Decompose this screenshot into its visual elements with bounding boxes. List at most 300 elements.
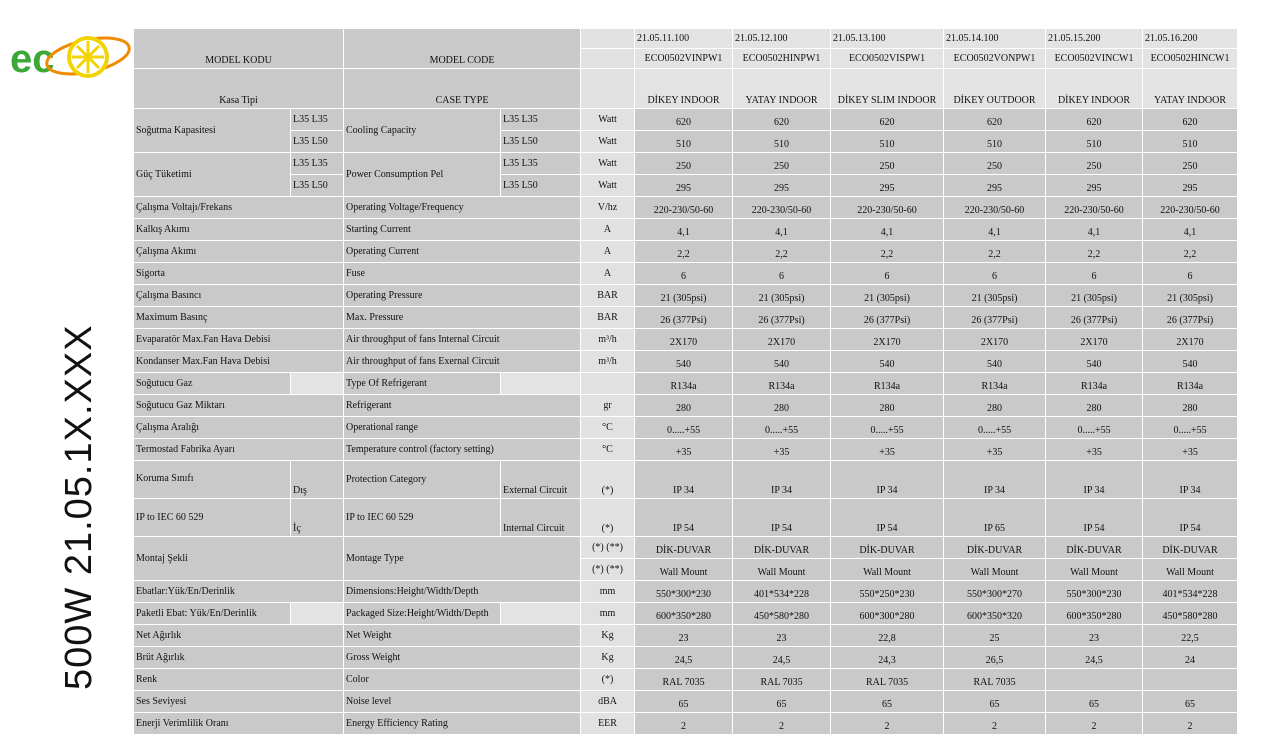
cell-value: 295 <box>944 175 1046 197</box>
cell-value: 23 <box>635 625 733 647</box>
cell-value: R134a <box>944 373 1046 395</box>
row-label-en: Starting Current <box>344 219 581 241</box>
blank-cell <box>581 29 635 49</box>
cell-value: +35 <box>635 439 733 461</box>
cell-value: 0.....+55 <box>635 417 733 439</box>
row-label-en: Color <box>344 669 581 691</box>
row-unit: Watt <box>581 153 635 175</box>
cell-value: 510 <box>1046 131 1143 153</box>
cell-value: 21 (305psi) <box>635 285 733 307</box>
eco-logo <box>8 24 134 88</box>
row-label-tr: Evaparatör Max.Fan Hava Debisi <box>134 329 344 351</box>
model-code: ECO0502VINCW1 <box>1046 49 1143 69</box>
model-code: ECO0502VONPW1 <box>944 49 1046 69</box>
cell-value: 6 <box>831 263 944 285</box>
row-label-tr: Brüt Ağırlık <box>134 647 344 669</box>
blank-cell <box>581 69 635 109</box>
model-number: 21.05.12.100 <box>733 29 831 49</box>
case-type: YATAY INDOOR <box>1143 69 1238 109</box>
table-row <box>134 197 1238 219</box>
cell-value: 450*580*280 <box>733 603 831 625</box>
cell-value: 2 <box>635 713 733 735</box>
row-label-en: Energy Efficiency Rating <box>344 713 581 735</box>
cell-value: 510 <box>944 131 1046 153</box>
row-label-en: Max. Pressure <box>344 307 581 329</box>
cell-value: 220-230/50-60 <box>635 197 733 219</box>
row-label-en: Type Of Refrigerant <box>344 373 501 395</box>
row-label-tr: Çalışma Akımı <box>134 241 344 263</box>
row-label-en: Air throughput of fans Internal Circuit <box>344 329 581 351</box>
cell-value: 620 <box>635 109 733 131</box>
row-label-tr: Paketli Ebat: Yük/En/Derinlik <box>134 603 291 625</box>
cell-value: 2X170 <box>1143 329 1238 351</box>
cell-value: 2,2 <box>733 241 831 263</box>
row-unit: °C <box>581 439 635 461</box>
cell-value: 2,2 <box>831 241 944 263</box>
cell-value: 540 <box>635 351 733 373</box>
cell-value: +35 <box>1143 439 1238 461</box>
cell-value: 26 (377Psi) <box>944 307 1046 329</box>
cell-value <box>1046 669 1143 691</box>
case-type: DİKEY SLIM INDOOR <box>831 69 944 109</box>
row-sub: L35 L35 <box>501 109 581 131</box>
model-number: 21.05.16.200 <box>1143 29 1238 49</box>
row-sub: L35 L35 <box>501 153 581 175</box>
row-label-tr: Soğutma Kapasitesi <box>134 109 291 153</box>
cell-value: 250 <box>635 153 733 175</box>
table-row <box>134 109 1238 131</box>
blank-cell <box>291 603 344 625</box>
cell-value: 620 <box>1046 109 1143 131</box>
cell-value: 6 <box>1143 263 1238 285</box>
cell-value: 540 <box>733 351 831 373</box>
cell-value: 295 <box>831 175 944 197</box>
row-unit: EER <box>581 713 635 735</box>
row-label-en: Dimensions:Height/Width/Depth <box>344 581 581 603</box>
cell-value: DİK-DUVAR <box>831 537 944 559</box>
cell-value: 250 <box>944 153 1046 175</box>
cell-value: 24,5 <box>635 647 733 669</box>
row-label-en: Operational range <box>344 417 581 439</box>
row-label-tr: Enerji Verimlilik Oranı <box>134 713 344 735</box>
table-row <box>134 131 1238 153</box>
cell-value: 2,2 <box>635 241 733 263</box>
cell-value: 22,8 <box>831 625 944 647</box>
cell-value: 2 <box>944 713 1046 735</box>
cell-value: 2 <box>733 713 831 735</box>
row-unit: Kg <box>581 647 635 669</box>
row-label-tr: Renk <box>134 669 344 691</box>
row-unit: BAR <box>581 307 635 329</box>
cell-value: 24,3 <box>831 647 944 669</box>
table-row <box>134 417 1238 439</box>
cell-value: 24,5 <box>733 647 831 669</box>
cell-value: 26,5 <box>944 647 1046 669</box>
cell-value: 540 <box>1046 351 1143 373</box>
table-row <box>134 603 1238 625</box>
cell-value: DİK-DUVAR <box>1143 537 1238 559</box>
cell-value: 2X170 <box>944 329 1046 351</box>
cell-value: 65 <box>1143 691 1238 713</box>
simple-rows <box>134 581 1238 735</box>
row-label-tr: IP to IEC 60 529 <box>134 499 291 537</box>
cell-value: 21 (305psi) <box>831 285 944 307</box>
cell-value: 6 <box>1046 263 1143 285</box>
cell-value: 2X170 <box>1046 329 1143 351</box>
table-row <box>134 241 1238 263</box>
table-row <box>134 647 1238 669</box>
cell-value: 540 <box>1143 351 1238 373</box>
cell-value: 620 <box>1143 109 1238 131</box>
row-label-en: Protection Category <box>344 461 501 499</box>
row-label-tr: Soğutucu Gaz Miktarı <box>134 395 344 417</box>
blank-cell <box>581 49 635 69</box>
cell-value: 220-230/50-60 <box>944 197 1046 219</box>
row-unit: A <box>581 241 635 263</box>
cell-value: 2X170 <box>831 329 944 351</box>
row-label-tr: Ebatlar:Yük/En/Derinlik <box>134 581 344 603</box>
cell-value: IP 54 <box>831 499 944 537</box>
cell-value: 26 (377Psi) <box>733 307 831 329</box>
row-label-en: Operating Current <box>344 241 581 263</box>
row-unit <box>581 373 635 395</box>
page-title: 500W 21.05.1X.XXX <box>58 324 100 690</box>
cell-value: 4,1 <box>635 219 733 241</box>
row-label-en: Gross Weight <box>344 647 581 669</box>
table-row <box>134 713 1238 735</box>
cell-value: 540 <box>831 351 944 373</box>
cell-value: +35 <box>831 439 944 461</box>
cell-value: 2X170 <box>733 329 831 351</box>
cell-value: 510 <box>733 131 831 153</box>
cell-value: 4,1 <box>733 219 831 241</box>
table-row <box>134 175 1238 197</box>
cell-value: 450*580*280 <box>1143 603 1238 625</box>
cell-value: Wall Mount <box>635 559 733 581</box>
cell-value: 2 <box>1046 713 1143 735</box>
cell-value: 0.....+55 <box>733 417 831 439</box>
case-type-label: CASE TYPE <box>344 69 581 109</box>
row-sub: Internal Circuit <box>501 499 581 537</box>
row-label-en: Packaged Size:Height/Width/Depth <box>344 603 501 625</box>
cell-value: DİK-DUVAR <box>1046 537 1143 559</box>
svg-text:ec: ec <box>10 37 55 81</box>
cell-value: IP 34 <box>1046 461 1143 499</box>
cell-value: 22,5 <box>1143 625 1238 647</box>
table-row <box>134 373 1238 395</box>
table-row <box>134 263 1238 285</box>
row-unit: (*) (**) <box>581 537 635 559</box>
cell-value: 2,2 <box>944 241 1046 263</box>
row-sub: L35 L35 <box>291 153 344 175</box>
cell-value: 2 <box>1143 713 1238 735</box>
case-type: DİKEY INDOOR <box>635 69 733 109</box>
cell-value: 600*300*280 <box>831 603 944 625</box>
row-sub: L35 L50 <box>291 131 344 153</box>
row-label-tr: Çalışma Aralığı <box>134 417 344 439</box>
cell-value: 21 (305psi) <box>1143 285 1238 307</box>
cell-value: 0.....+55 <box>831 417 944 439</box>
cell-value: R134a <box>1046 373 1143 395</box>
row-label-tr: Montaj Şekli <box>134 537 344 581</box>
row-label-tr: Koruma Sınıfı <box>134 461 291 499</box>
row-sub: Dış <box>291 461 344 499</box>
row-unit: dBA <box>581 691 635 713</box>
table-row <box>134 691 1238 713</box>
cell-value: 510 <box>831 131 944 153</box>
table-row <box>134 329 1238 351</box>
row-unit: (*) <box>581 499 635 537</box>
model-number: 21.05.15.200 <box>1046 29 1143 49</box>
model-code: ECO0502VINPW1 <box>635 49 733 69</box>
cell-value: IP 34 <box>733 461 831 499</box>
cell-value: RAL 7035 <box>635 669 733 691</box>
cell-value: 295 <box>1046 175 1143 197</box>
cell-value: Wall Mount <box>733 559 831 581</box>
cell-value: 21 (305psi) <box>733 285 831 307</box>
cell-value: 65 <box>944 691 1046 713</box>
row-unit: Watt <box>581 175 635 197</box>
cell-value: 0.....+55 <box>944 417 1046 439</box>
row-sub: L35 L50 <box>501 131 581 153</box>
cell-value: 295 <box>635 175 733 197</box>
header-row-numbers <box>134 29 1238 49</box>
cell-value: IP 54 <box>733 499 831 537</box>
row-label-tr: Soğutucu Gaz <box>134 373 291 395</box>
cell-value <box>1143 669 1238 691</box>
row-label-en: Net Weight <box>344 625 581 647</box>
cell-value: Wall Mount <box>831 559 944 581</box>
row-unit: A <box>581 263 635 285</box>
header-row-case <box>134 69 1238 109</box>
cell-value: 250 <box>1046 153 1143 175</box>
cell-value: IP 54 <box>635 499 733 537</box>
row-unit: Kg <box>581 625 635 647</box>
cell-value: 4,1 <box>831 219 944 241</box>
row-sub: External Circuit <box>501 461 581 499</box>
row-label-en: Operating Voltage/Frequency <box>344 197 581 219</box>
cell-value: 600*350*280 <box>635 603 733 625</box>
cell-value: IP 34 <box>944 461 1046 499</box>
row-unit: °C <box>581 417 635 439</box>
spec-table <box>133 28 1238 735</box>
cell-value: 6 <box>944 263 1046 285</box>
table-row <box>134 395 1238 417</box>
cell-value: 26 (377Psi) <box>1143 307 1238 329</box>
cell-value: 250 <box>733 153 831 175</box>
model-code-label: MODEL CODE <box>344 29 581 69</box>
cell-value: 65 <box>635 691 733 713</box>
cell-value: 2,2 <box>1046 241 1143 263</box>
cell-value: +35 <box>944 439 1046 461</box>
row-unit: A <box>581 219 635 241</box>
cell-value: R134a <box>1143 373 1238 395</box>
blank-cell <box>501 603 581 625</box>
cell-value: 0.....+55 <box>1046 417 1143 439</box>
row-label-tr: Ses Seviyesi <box>134 691 344 713</box>
row-label-en: Power Consumption Pel <box>344 153 501 197</box>
table-row <box>134 669 1238 691</box>
cell-value: Wall Mount <box>944 559 1046 581</box>
cell-value: IP 34 <box>1143 461 1238 499</box>
cell-value: DİK-DUVAR <box>635 537 733 559</box>
cell-value: 550*300*230 <box>635 581 733 603</box>
row-label-en: Cooling Capacity <box>344 109 501 153</box>
model-code: ECO0502HINCW1 <box>1143 49 1238 69</box>
cell-value: 24,5 <box>1046 647 1143 669</box>
cell-value: 295 <box>733 175 831 197</box>
row-unit: gr <box>581 395 635 417</box>
cell-value: 0.....+55 <box>1143 417 1238 439</box>
cell-value: DİK-DUVAR <box>733 537 831 559</box>
row-label-en: Noise level <box>344 691 581 713</box>
cell-value: 21 (305psi) <box>944 285 1046 307</box>
row-label-en: Air throughput of fans Exernal Circuit <box>344 351 581 373</box>
row-unit: mm <box>581 581 635 603</box>
model-number: 21.05.13.100 <box>831 29 944 49</box>
cell-value: 220-230/50-60 <box>1143 197 1238 219</box>
model-number: 21.05.11.100 <box>635 29 733 49</box>
cell-value: 65 <box>831 691 944 713</box>
cell-value: R134a <box>733 373 831 395</box>
row-unit: mm <box>581 603 635 625</box>
cell-value: 2X170 <box>635 329 733 351</box>
row-label-tr: Net Ağırlık <box>134 625 344 647</box>
cell-value: 4,1 <box>1143 219 1238 241</box>
cell-value: 401*534*228 <box>733 581 831 603</box>
cell-value: 6 <box>733 263 831 285</box>
table-row <box>134 581 1238 603</box>
cell-value: 401*534*228 <box>1143 581 1238 603</box>
cell-value: 510 <box>1143 131 1238 153</box>
table-row <box>134 537 1238 559</box>
table-row <box>134 499 1238 537</box>
cell-value: IP 34 <box>635 461 733 499</box>
cell-value: 25 <box>944 625 1046 647</box>
cell-value: IP 65 <box>944 499 1046 537</box>
row-label-en: Operating Pressure <box>344 285 581 307</box>
cell-value: 600*350*320 <box>944 603 1046 625</box>
cell-value: 540 <box>944 351 1046 373</box>
cell-value: 26 (377Psi) <box>1046 307 1143 329</box>
cell-value: +35 <box>1046 439 1143 461</box>
row-sub: L35 L35 <box>291 109 344 131</box>
cell-value: 280 <box>733 395 831 417</box>
row-label-tr: Termostad Fabrika Ayarı <box>134 439 344 461</box>
row-label-tr: Kalkış Akımı <box>134 219 344 241</box>
row-label-en: Refrigerant <box>344 395 581 417</box>
cell-value: 220-230/50-60 <box>831 197 944 219</box>
case-type: DİKEY OUTDOOR <box>944 69 1046 109</box>
cell-value: 65 <box>733 691 831 713</box>
cell-value: 4,1 <box>1046 219 1143 241</box>
cell-value: 220-230/50-60 <box>733 197 831 219</box>
case-type: DİKEY INDOOR <box>1046 69 1143 109</box>
model-number: 21.05.14.100 <box>944 29 1046 49</box>
cell-value: 26 (377Psi) <box>831 307 944 329</box>
model-code: ECO0502VISPW1 <box>831 49 944 69</box>
model-kodu-label: MODEL KODU <box>134 29 344 69</box>
cell-value: RAL 7035 <box>944 669 1046 691</box>
cell-value: Wall Mount <box>1143 559 1238 581</box>
cell-value: 295 <box>1143 175 1238 197</box>
case-type: YATAY INDOOR <box>733 69 831 109</box>
row-unit: V/hz <box>581 197 635 219</box>
cell-value: 2 <box>831 713 944 735</box>
row-unit: Watt <box>581 109 635 131</box>
cell-value: 23 <box>1046 625 1143 647</box>
row-unit: m³/h <box>581 329 635 351</box>
cell-value: 280 <box>635 395 733 417</box>
blank-cell <box>291 373 344 395</box>
cell-value: R134a <box>635 373 733 395</box>
cell-value: 2,2 <box>1143 241 1238 263</box>
cell-value: R134a <box>831 373 944 395</box>
table-row <box>134 461 1238 499</box>
cell-value: 24 <box>1143 647 1238 669</box>
row-label-tr: Güç Tüketimi <box>134 153 291 197</box>
cell-value: IP 54 <box>1046 499 1143 537</box>
row-label-tr: Çalışma Voltajı/Frekans <box>134 197 344 219</box>
row-unit: (*) <box>581 461 635 499</box>
cell-value: 280 <box>1046 395 1143 417</box>
cell-value: 280 <box>944 395 1046 417</box>
cell-value: 220-230/50-60 <box>1046 197 1143 219</box>
cell-value: 250 <box>831 153 944 175</box>
cell-value: 4,1 <box>944 219 1046 241</box>
cell-value: 280 <box>1143 395 1238 417</box>
cell-value: +35 <box>733 439 831 461</box>
cell-value: 600*350*280 <box>1046 603 1143 625</box>
row-label-en: Temperature control (factory setting) <box>344 439 581 461</box>
row-sub: İç <box>291 499 344 537</box>
cell-value: 620 <box>733 109 831 131</box>
cell-value: IP 34 <box>831 461 944 499</box>
cell-value: 550*300*230 <box>1046 581 1143 603</box>
blank-cell <box>501 373 581 395</box>
row-unit: BAR <box>581 285 635 307</box>
row-unit: (*) (**) <box>581 559 635 581</box>
row-label-en: Montage Type <box>344 537 581 581</box>
cell-value: 550*300*270 <box>944 581 1046 603</box>
row-unit: (*) <box>581 669 635 691</box>
table-row <box>134 219 1238 241</box>
cell-value: 620 <box>944 109 1046 131</box>
table-row <box>134 285 1238 307</box>
table-row <box>134 153 1238 175</box>
row-label-en: IP to IEC 60 529 <box>344 499 501 537</box>
row-label-tr: Çalışma Basıncı <box>134 285 344 307</box>
cell-value: Wall Mount <box>1046 559 1143 581</box>
cell-value: DİK-DUVAR <box>944 537 1046 559</box>
row-label-tr: Kondanser Max.Fan Hava Debisi <box>134 351 344 373</box>
row-label-tr: Sigorta <box>134 263 344 285</box>
model-code: ECO0502HINPW1 <box>733 49 831 69</box>
row-sub: L35 L50 <box>291 175 344 197</box>
cell-value: 250 <box>1143 153 1238 175</box>
cell-value: IP 54 <box>1143 499 1238 537</box>
cell-value: 23 <box>733 625 831 647</box>
cell-value: 510 <box>635 131 733 153</box>
row-label-en: Fuse <box>344 263 581 285</box>
cell-value: 550*250*230 <box>831 581 944 603</box>
row-unit: m³/h <box>581 351 635 373</box>
table-row <box>134 351 1238 373</box>
cell-value: 620 <box>831 109 944 131</box>
table-row <box>134 307 1238 329</box>
cell-value: 65 <box>1046 691 1143 713</box>
row-sub: L35 L50 <box>501 175 581 197</box>
